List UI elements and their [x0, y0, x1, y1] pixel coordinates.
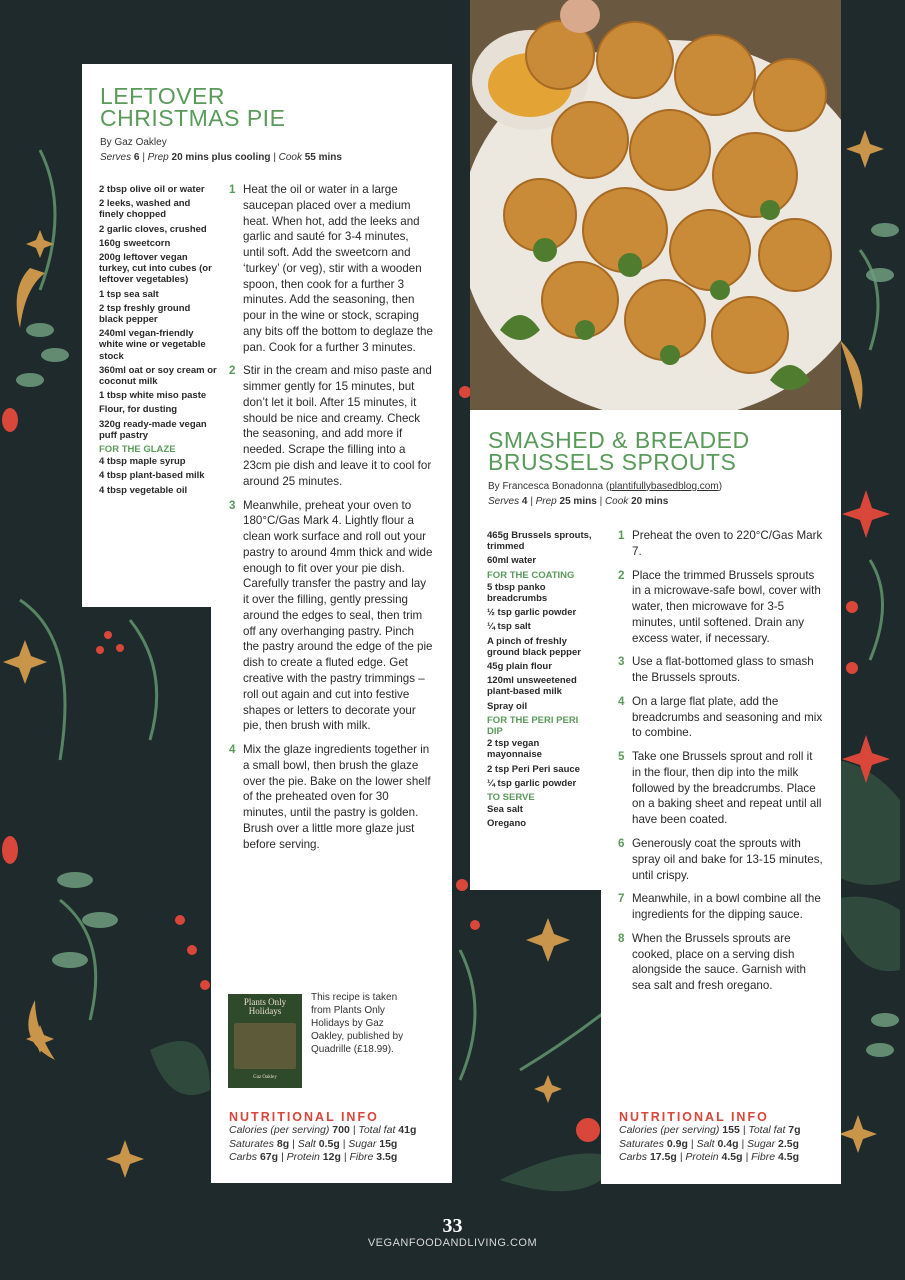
recipe1-title-line1: LEFTOVER	[100, 83, 225, 109]
nutrition-line: Calories (per serving) 700 | Total fat 41g	[229, 1124, 417, 1136]
book-cover-title: Plants Only Holidays	[243, 997, 287, 1017]
ingredient-heading: TO SERVE	[487, 792, 535, 804]
recipe1-header	[100, 83, 440, 163]
step-text: Stir in the cream and miso paste and simmer gently for 15 minutes, but don’t let it boil. After 15 minutes, it should be nice and creamy. Check the seasoning, and add more if needed. Scrape the filling into a 23cm pie dish and leave it to cool for around 25 minutes.	[243, 364, 432, 488]
nutrition-label: Total fat	[748, 1124, 789, 1136]
ingredient-item: 45g plain flour	[487, 661, 552, 673]
nutrition-line: Saturates 8g | Salt 0.5g | Sugar 15g	[229, 1137, 398, 1150]
nutrition-label: Calories (per serving)	[229, 1124, 333, 1136]
nutrition-label: Saturates	[619, 1137, 667, 1150]
ingredient-item: 2 tsp freshly ground black pepper	[99, 302, 191, 326]
ingredient-item: 2 tsp Peri Peri sauce	[487, 763, 580, 775]
step-number: 6	[618, 837, 625, 851]
page-number: 33	[442, 1215, 463, 1237]
nutrition-value: 4.5g	[721, 1151, 743, 1164]
nutrition-value: 4.5g	[777, 1151, 799, 1164]
nutrition-label: Fibre	[751, 1151, 778, 1164]
recipe2-nutrition-heading: NUTRITIONAL INFO	[619, 1110, 769, 1124]
nutrition-value: 0.5g	[318, 1137, 340, 1150]
recipe1-nutrition-heading: NUTRITIONAL INFO	[229, 1110, 379, 1124]
method-step	[229, 182, 433, 355]
recipe2-nutrition	[619, 1110, 834, 1165]
nutrition-label: Protein	[286, 1151, 323, 1164]
step-number: 4	[229, 743, 236, 757]
nutrition-line: Saturates 0.9g | Salt 0.4g | Sugar 2.5g	[619, 1137, 799, 1150]
ingredient-item: 2 tsp vegan mayonnaise	[487, 738, 542, 761]
method-step	[618, 528, 824, 560]
ingredient-item: ½ tsp garlic powder	[487, 607, 577, 619]
step-number: 4	[618, 694, 625, 708]
recipe1-byline: By Gaz Oakley	[100, 136, 167, 148]
ingredient-item: 60ml water	[487, 555, 537, 567]
ingredient-item: A pinch of freshly ground black pepper	[487, 635, 581, 658]
step-text: Mix the glaze ingredients together in a small bowl, then brush the glaze over the pie. Bake on the lower shelf of the preheated oven for 30 minutes, until the pastry is golden. Brush over a little more glaze just before serving.	[243, 743, 431, 851]
nutrition-label: Calories (per serving)	[619, 1124, 723, 1136]
nutrition-label: Protein	[685, 1151, 722, 1164]
ingredient-item: 120ml unsweetened plant-based milk	[487, 675, 577, 698]
ingredient-item: Flour, for dusting	[99, 404, 178, 416]
step-text: Use a flat-bottomed glass to smash the Brussels sprouts.	[632, 655, 814, 685]
ingredient-item: 1 tbsp white miso paste	[99, 390, 207, 402]
step-text: Meanwhile, in a bowl combine all the ingredients for the dipping sauce.	[632, 892, 821, 922]
nutrition-value: 8g	[276, 1137, 290, 1150]
recipe2-blog-link[interactable]: plantifullybasedblog.com	[609, 480, 719, 492]
nutrition-label: Sugar	[348, 1137, 380, 1150]
recipe1-title-line2: CHRISTMAS PIE	[100, 104, 286, 131]
nutrition-label: Salt	[297, 1137, 319, 1150]
book-note: This recipe is taken from Plants Only Holidays by Gaz Oakley, published by Quadrille (£18.99).	[311, 992, 404, 1055]
recipe2-ingredients	[487, 530, 595, 833]
step-text: Meanwhile, preheat your oven to 180°C/Gas Mark 4. Lightly flour a clean work surface and roll out your pastry to around 4mm thick and wide enough to fit over your pie dish. Carefully transfer the pastry and lay it over the filling, gently pressing around the edges to seal, then trim off any overhanging pastry. Pinch the pastry around the edge of the pie dish to create a fluted edge. Get creative with the pastry trimmings – roll out again and cut into festive shapes or letters to decorate your pie, then brush with milk.	[243, 498, 433, 733]
ingredient-item: 240ml vegan-friendly white wine or vegetable stock	[99, 328, 206, 362]
recipe1-nutrition	[229, 1110, 444, 1165]
method-step	[229, 498, 433, 734]
ingredient-heading: FOR THE GLAZE	[99, 444, 176, 456]
nutrition-value: 3.5g	[376, 1151, 398, 1164]
method-step	[618, 931, 824, 994]
ingredient-item: 465g Brussels sprouts, trimmed	[487, 530, 592, 553]
nutrition-value: 41g	[398, 1124, 417, 1136]
ingredient-item: 200g leftover vegan turkey, cut into cubes (or leftover vegetables)	[99, 252, 212, 286]
nutrition-value: 155	[722, 1124, 740, 1136]
nutrition-value: 15g	[379, 1137, 398, 1150]
ingredient-item: 4 tbsp plant-based milk	[99, 470, 205, 482]
method-step	[229, 742, 433, 852]
ingredient-item: 2 leeks, washed and finely chopped	[99, 198, 191, 221]
nutrition-line: Calories (per serving) 155 | Total fat 7g	[619, 1124, 801, 1136]
ingredient-item: 2 tbsp olive oil or water	[99, 184, 205, 195]
nutrition-label: Total fat	[358, 1124, 399, 1136]
step-text: Heat the oil or water in a large saucepan placed over a medium heat. When hot, add the leeks and garlic and sauté for 3-4 minutes, until soft. Add the sweetcorn and ‘turkey’ (or veg), stir with a wooden spoon, then cook for a further 3 minutes. Add the seasoning, then pour in the wine or stock, scraping any bits off the bottom to deglaze the pan. Cook for a further 3 minutes.	[243, 183, 433, 354]
method-step	[229, 363, 433, 489]
ingredient-item: 4 tbsp maple syrup	[99, 456, 186, 468]
ingredient-item: Spray oil	[487, 700, 528, 712]
ingredient-item: 2 garlic cloves, crushed	[99, 223, 207, 235]
recipe2-method	[618, 528, 824, 1002]
nutrition-value: 700	[332, 1124, 350, 1136]
nutrition-value: 0.4g	[717, 1137, 739, 1150]
step-number: 3	[229, 498, 236, 512]
ingredient-heading: FOR THE PERI PERI DIP	[487, 714, 579, 738]
nutrition-value: 2.5g	[777, 1137, 799, 1150]
ingredient-item: 5 tbsp panko breadcrumbs	[487, 581, 548, 605]
nutrition-value: 0.9g	[666, 1137, 688, 1150]
ingredient-item: 160g sweetcorn	[99, 237, 171, 249]
ingredient-heading: FOR THE COATING	[487, 569, 575, 581]
nutrition-line: Carbs 17.5g | Protein 4.5g | Fibre 4.5g	[619, 1151, 799, 1164]
nutrition-value: 12g	[322, 1151, 341, 1164]
ingredient-item: Sea salt	[487, 804, 523, 816]
step-number: 1	[229, 183, 236, 196]
method-step	[618, 654, 824, 686]
ingredient-item: 1 tsp sea salt	[99, 288, 159, 300]
recipe2-header	[488, 427, 828, 507]
step-number: 3	[618, 655, 625, 669]
recipe1-title	[100, 83, 440, 131]
step-number: 5	[618, 750, 625, 764]
nutrition-label: Saturates	[229, 1137, 277, 1150]
nutrition-label: Fibre	[349, 1151, 377, 1164]
step-number: 2	[229, 364, 236, 378]
ingredient-item: 320g ready-made vegan puff pastry	[99, 418, 207, 441]
nutrition-value: 7g	[788, 1124, 801, 1136]
footer	[0, 1216, 905, 1249]
step-number: 8	[618, 931, 625, 945]
step-number: 7	[618, 892, 625, 906]
method-step	[618, 891, 824, 923]
method-step	[618, 749, 824, 828]
recipe2-title-line1: SMASHED & BREADED	[488, 427, 750, 453]
recipe1-method	[229, 182, 433, 860]
ingredient-item: 360ml oat or soy cream or coconut milk	[99, 364, 217, 388]
nutrition-label: Carbs	[229, 1151, 260, 1164]
recipe2-title-line2: BRUSSELS SPROUTS	[488, 448, 737, 475]
recipe1-meta: Serves 6 | Prep 20 mins plus cooling | Cook 55 mins	[100, 151, 342, 163]
step-text: Take one Brussels sprout and roll it in the flour, then dip into the milk followed by the breadcrumbs. Place on a baking sheet and repeat until all have been coated.	[632, 750, 822, 827]
step-text: Preheat the oven to 220°C/Gas Mark 7.	[632, 529, 823, 558]
book-cover	[228, 994, 302, 1088]
nutrition-value: 67g	[259, 1151, 279, 1164]
step-text: Generously coat the sprouts with spray oil and bake for 13-15 minutes, until crispy.	[632, 837, 823, 882]
recipe2-nutrition-values	[619, 1124, 834, 1165]
method-step	[618, 568, 824, 647]
step-text: When the Brussels sprouts are cooked, place on a serving dish alongside the sauce. Garnish with sea salt and fresh oregano.	[632, 931, 807, 993]
nutrition-label: Carbs	[619, 1151, 650, 1164]
ingredient-item: ¼ tsp salt	[487, 621, 531, 633]
nutrition-value: 17.5g	[649, 1151, 677, 1164]
book-cover-author: Gaz Oakley	[253, 1074, 277, 1080]
recipe1-nutrition-values	[229, 1124, 444, 1165]
recipe1-ingredients	[99, 184, 217, 499]
nutrition-line: Carbs 67g | Protein 12g | Fibre 3.5g	[229, 1151, 398, 1164]
method-step	[618, 836, 824, 883]
step-number: 1	[618, 529, 625, 542]
step-text: On a large flat plate, add the breadcrumbs and seasoning and mix to combine.	[632, 694, 823, 740]
method-step	[618, 694, 824, 741]
recipe2-title	[488, 427, 828, 475]
nutrition-label: Sugar	[747, 1137, 778, 1150]
ingredient-item: 4 tbsp vegetable oil	[99, 484, 188, 496]
step-text: Place the trimmed Brussels sprouts in a microwave-safe bowl, cover with water, then microwave for 3-5 minutes, until softened. Drain any excess water, if necessary.	[632, 568, 821, 645]
ingredient-item: ¼ tsp garlic powder	[487, 777, 577, 789]
nutrition-label: Salt	[696, 1137, 718, 1150]
ingredient-item: Oregano	[487, 818, 527, 830]
sprouts-photo	[470, 0, 841, 410]
step-number: 2	[618, 568, 625, 582]
recipe2-byline: By Francesca Bonadonna (plantifullybasedblog.com)	[488, 480, 723, 492]
recipe2-meta: Serves 4 | Prep 25 mins | Cook 20 mins	[488, 495, 669, 507]
website: VEGANFOODANDLIVING.COM	[367, 1237, 538, 1249]
